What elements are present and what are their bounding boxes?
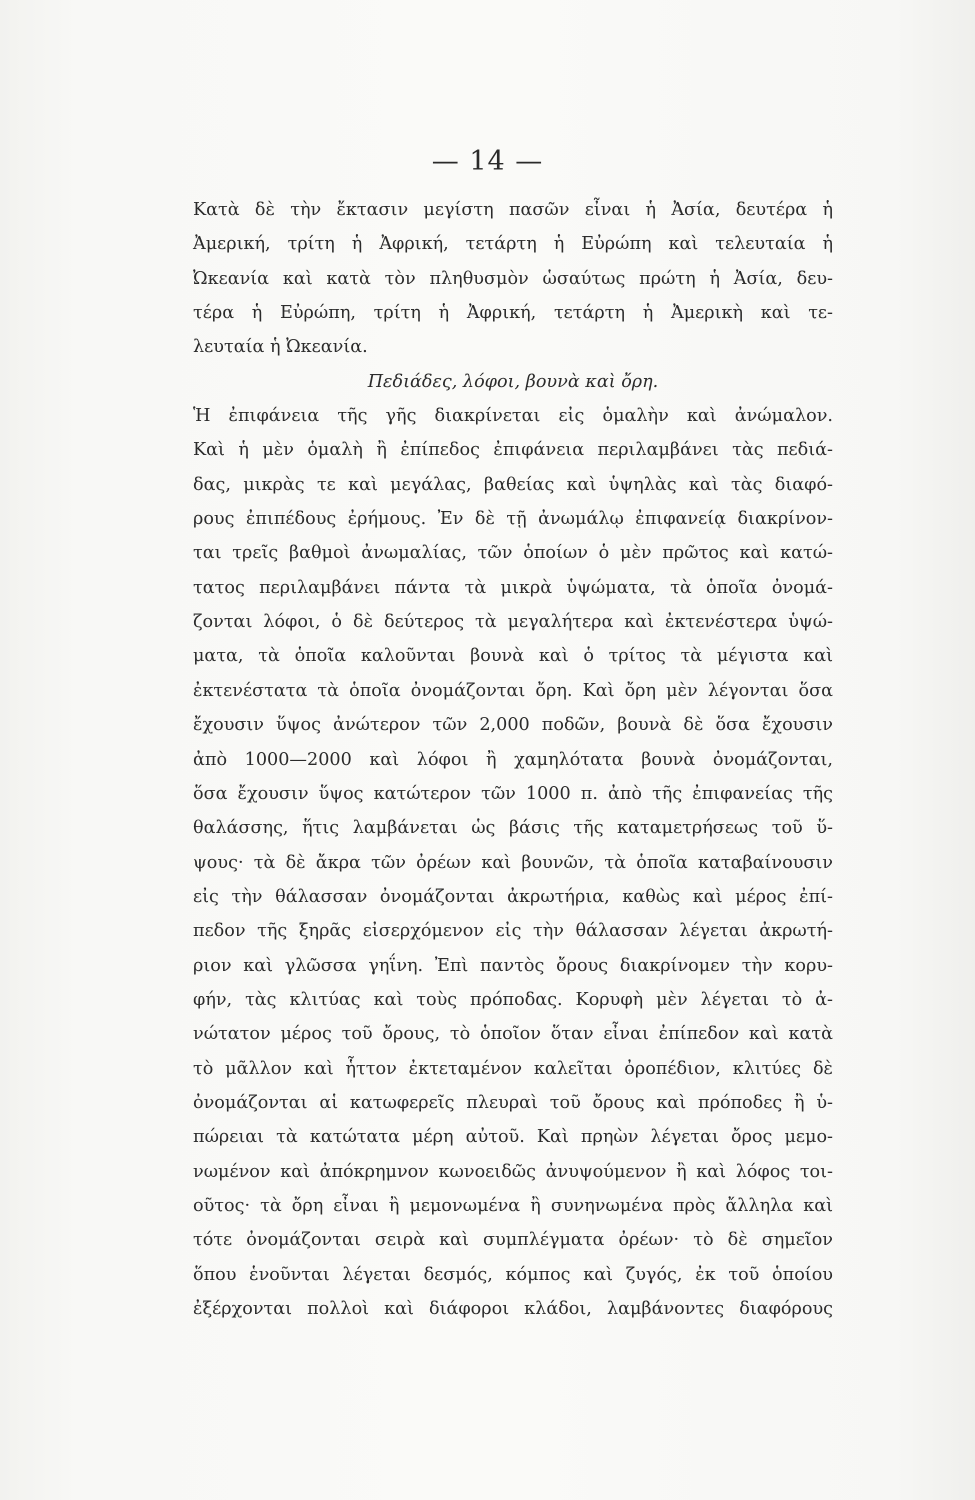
text-line: ὅπου ἑνοῦνται λέγεται δεσμός, κόμπος καὶ ζυγός, ἐκ τοῦ ὁποίου bbox=[193, 1264, 833, 1285]
text-line: ζονται λόφοι, ὁ δὲ δεύτερος τὰ μεγαλήτερα καὶ ἐκτενέστερα ὑψώ- bbox=[193, 612, 833, 633]
text-line: δας, μικρὰς τε καὶ μεγάλας, βαθείας καὶ ὑψηλὰς καὶ τὰς διαφό- bbox=[193, 474, 833, 495]
text-line: Ἀμερική, τρίτη ἡ Ἀφρική, τετάρτη ἡ Εὐρώπη καὶ τελευταία ἡ bbox=[193, 234, 833, 255]
page-number: — 14 — bbox=[431, 146, 544, 177]
text-line: πώρειαι τὰ κατώτατα μέρη αὐτοῦ. Καὶ πρηὼν λέγεται ὄρος μεμο- bbox=[193, 1127, 833, 1148]
section-heading: Πεδιάδες, λόφοι, βουνὰ καὶ ὄρη. bbox=[367, 371, 659, 392]
text-line: τότε ὀνομάζονται σειρὰ καὶ συμπλέγματα ὀρέων· τὸ δὲ σημεῖον bbox=[193, 1230, 833, 1251]
text-line: Ὠκεανία καὶ κατὰ τὸν πληθυσμὸν ὡσαύτως πρώτη ἡ Ἀσία, δευ- bbox=[193, 268, 833, 289]
text-line: τατος περιλαμβάνει πάντα τὰ μικρὰ ὑψώματα, τὰ ὁποῖα ὀνομά- bbox=[193, 577, 833, 598]
text-line: τέρα ἡ Εὐρώπη, τρίτη ἡ Ἀφρική, τετάρτη ἡ Ἀμερικὴ καὶ τε- bbox=[193, 303, 833, 324]
text-line: ριον καὶ γλῶσσα γηΐνη. Ἐπὶ παντὸς ὄρους διακρίνομεν τὴν κορυ- bbox=[193, 955, 833, 976]
text-line: Κατὰ δὲ τὴν ἔκτασιν μεγίστη πασῶν εἶναι ἡ Ἀσία, δευτέρα ἡ bbox=[193, 200, 833, 220]
body-text bbox=[193, 193, 833, 1326]
text-line: ὅσα ἔχουσιν ὕψος κατώτερον τῶν 1000 π. ἀπὸ τῆς ἐπιφανείας τῆς bbox=[193, 783, 833, 804]
text-line: νώτατον μέρος τοῦ ὄρους, τὸ ὁποῖον ὅταν εἶναι ἐπίπεδον καὶ κατὰ bbox=[193, 1024, 833, 1045]
text-line: τὸ μᾶλλον καὶ ἧττον ἐκτεταμένον καλεῖται ὀροπέδιον, κλιτύες δὲ bbox=[193, 1058, 833, 1079]
text-line: ματα, τὰ ὁποῖα καλοῦνται βουνὰ καὶ ὁ τρίτος τὰ μέγιστα καὶ bbox=[193, 646, 833, 667]
text-line: ἔχουσιν ὕψος ἀνώτερον τῶν 2,000 ποδῶν, βουνὰ δὲ ὅσα ἔχουσιν bbox=[193, 715, 833, 736]
text-line: οῦτος· τὰ ὄρη εἶναι ἢ μεμονωμένα ἢ συνηνωμένα πρὸς ἄλληλα καὶ bbox=[193, 1195, 833, 1216]
text-line: φήν, τὰς κλιτύας καὶ τοὺς πρόποδας. Κορυφὴ μὲν λέγεται τὸ ἀ- bbox=[193, 989, 833, 1010]
text-line: ται τρεῖς βαθμοὶ ἀνωμαλίας, τῶν ὁποίων ὁ μὲν πρῶτος καὶ κατώ- bbox=[193, 543, 833, 564]
text-line: ἐκτενέστατα τὰ ὁποῖα ὀνομάζονται ὄρη. Καὶ ὄρη μὲν λέγονται ὅσα bbox=[193, 680, 833, 701]
text-line: ἐξέρχονται πολλοὶ καὶ διάφοροι κλάδοι, λαμβάνοντες διαφόρους bbox=[193, 1299, 833, 1319]
text-line: εἰς τὴν θάλασσαν ὀνομάζονται ἀκρωτήρια, καθὼς καὶ μέρος ἐπί- bbox=[193, 886, 833, 907]
text-line: Ἡ ἐπιφάνεια τῆς γῆς διακρίνεται εἰς ὁμαλὴν καὶ ἀνώμαλον. bbox=[193, 406, 833, 427]
text-line: πεδον τῆς ξηρᾶς εἰσερχόμενον εἰς τὴν θάλασσαν λέγεται ἀκρωτή- bbox=[193, 921, 833, 942]
text-line: θαλάσσης, ἥτις λαμβάνεται ὡς βάσις τῆς καταμετρήσεως τοῦ ὕ- bbox=[193, 818, 833, 839]
text-line: ρους ἐπιπέδους ἐρήμους. Ἐν δὲ τῇ ἀνωμάλῳ ἐπιφανείᾳ διακρίνον- bbox=[193, 509, 833, 530]
text-line: ἀπὸ 1000—2000 καὶ λόφοι ἢ χαμηλότατα βουνὰ ὀνομάζονται, bbox=[193, 749, 833, 770]
text-line: ψους· τὰ δὲ ἄκρα τῶν ὀρέων καὶ βουνῶν, τὰ ὁποῖα καταβαίνουσιν bbox=[193, 852, 833, 873]
text-line: λευταία ἡ Ὠκεανία. bbox=[193, 337, 368, 358]
text-line: νωμένον καὶ ἀπόκρημνον κωνοειδῶς ἀνυψούμενον ἢ καὶ λόφος τοι- bbox=[193, 1161, 833, 1182]
text-line: Καὶ ἡ μὲν ὁμαλὴ ἢ ἐπίπεδος ἐπιφάνεια περιλαμβάνει τὰς πεδιά- bbox=[193, 440, 833, 461]
text-line: ὀνομάζονται αἱ κατωφερεῖς πλευραὶ τοῦ ὄρους καὶ πρόποδες ἢ ὑ- bbox=[193, 1092, 833, 1113]
